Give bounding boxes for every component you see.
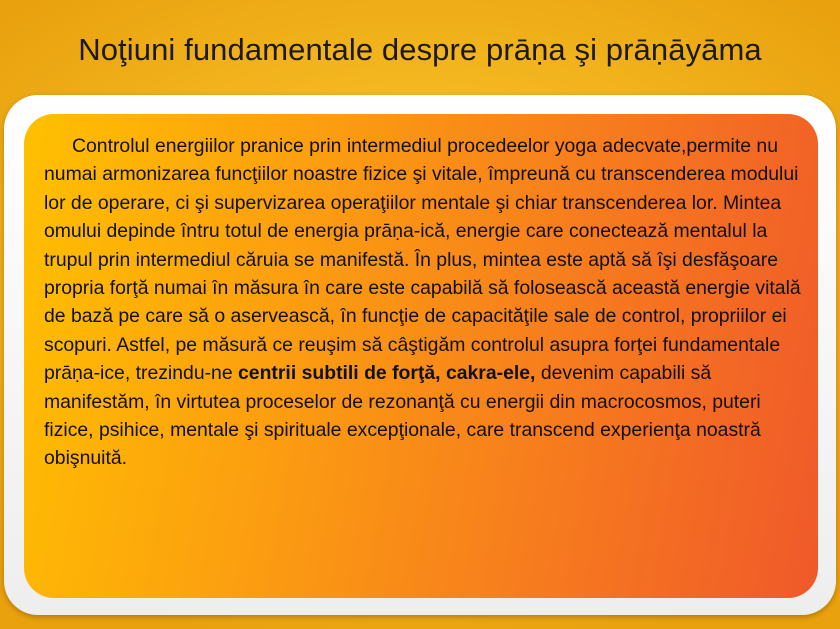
- slide-title: Noţiuni fundamentale despre prāṇa şi prāṇāyāma: [78, 32, 762, 67]
- paragraph-bold-phrase: centrii subtili de forţă, cakra-ele,: [238, 362, 536, 385]
- body-paragraph: [44, 132, 808, 473]
- paragraph-text-end: devenim capabili să manifestăm, în virtutea proceselor de rezonanţă cu energii din macrocosmos, puteri fizice, psihice, mentale şi spirituale excepţionale, care transcend experienţa noastră obişnuită.: [44, 362, 761, 470]
- content-box: [24, 114, 818, 598]
- paragraph-text-start: Controlul energiilor pranice prin intermediul procedeelor yoga adecvate,permite nu numai armonizarea funcţiilor noastre fizice şi vitale, împreună cu transcenderea modului lor de operare, ci şi supervizarea operaţiilor mentale şi chiar transcenderea lor. Mintea omului depinde întru totul de energia prāṇa-ică, energie care conectează mentalul la trupul prin intermediul căruia se manifestă. În plus, mintea este aptă să îşi desfăşoare propria forţă numai în măsura în care este capabilă să folosească această energie vitală de bază pe care să o aservească, în funcţie de capacităţile sale de control, propriilor ei scopuri. Astfel, pe măsură ce reuşim să câştigăm controlul asupra forţei fundamentale prāṇa-ice, trezindu-ne: [44, 135, 801, 385]
